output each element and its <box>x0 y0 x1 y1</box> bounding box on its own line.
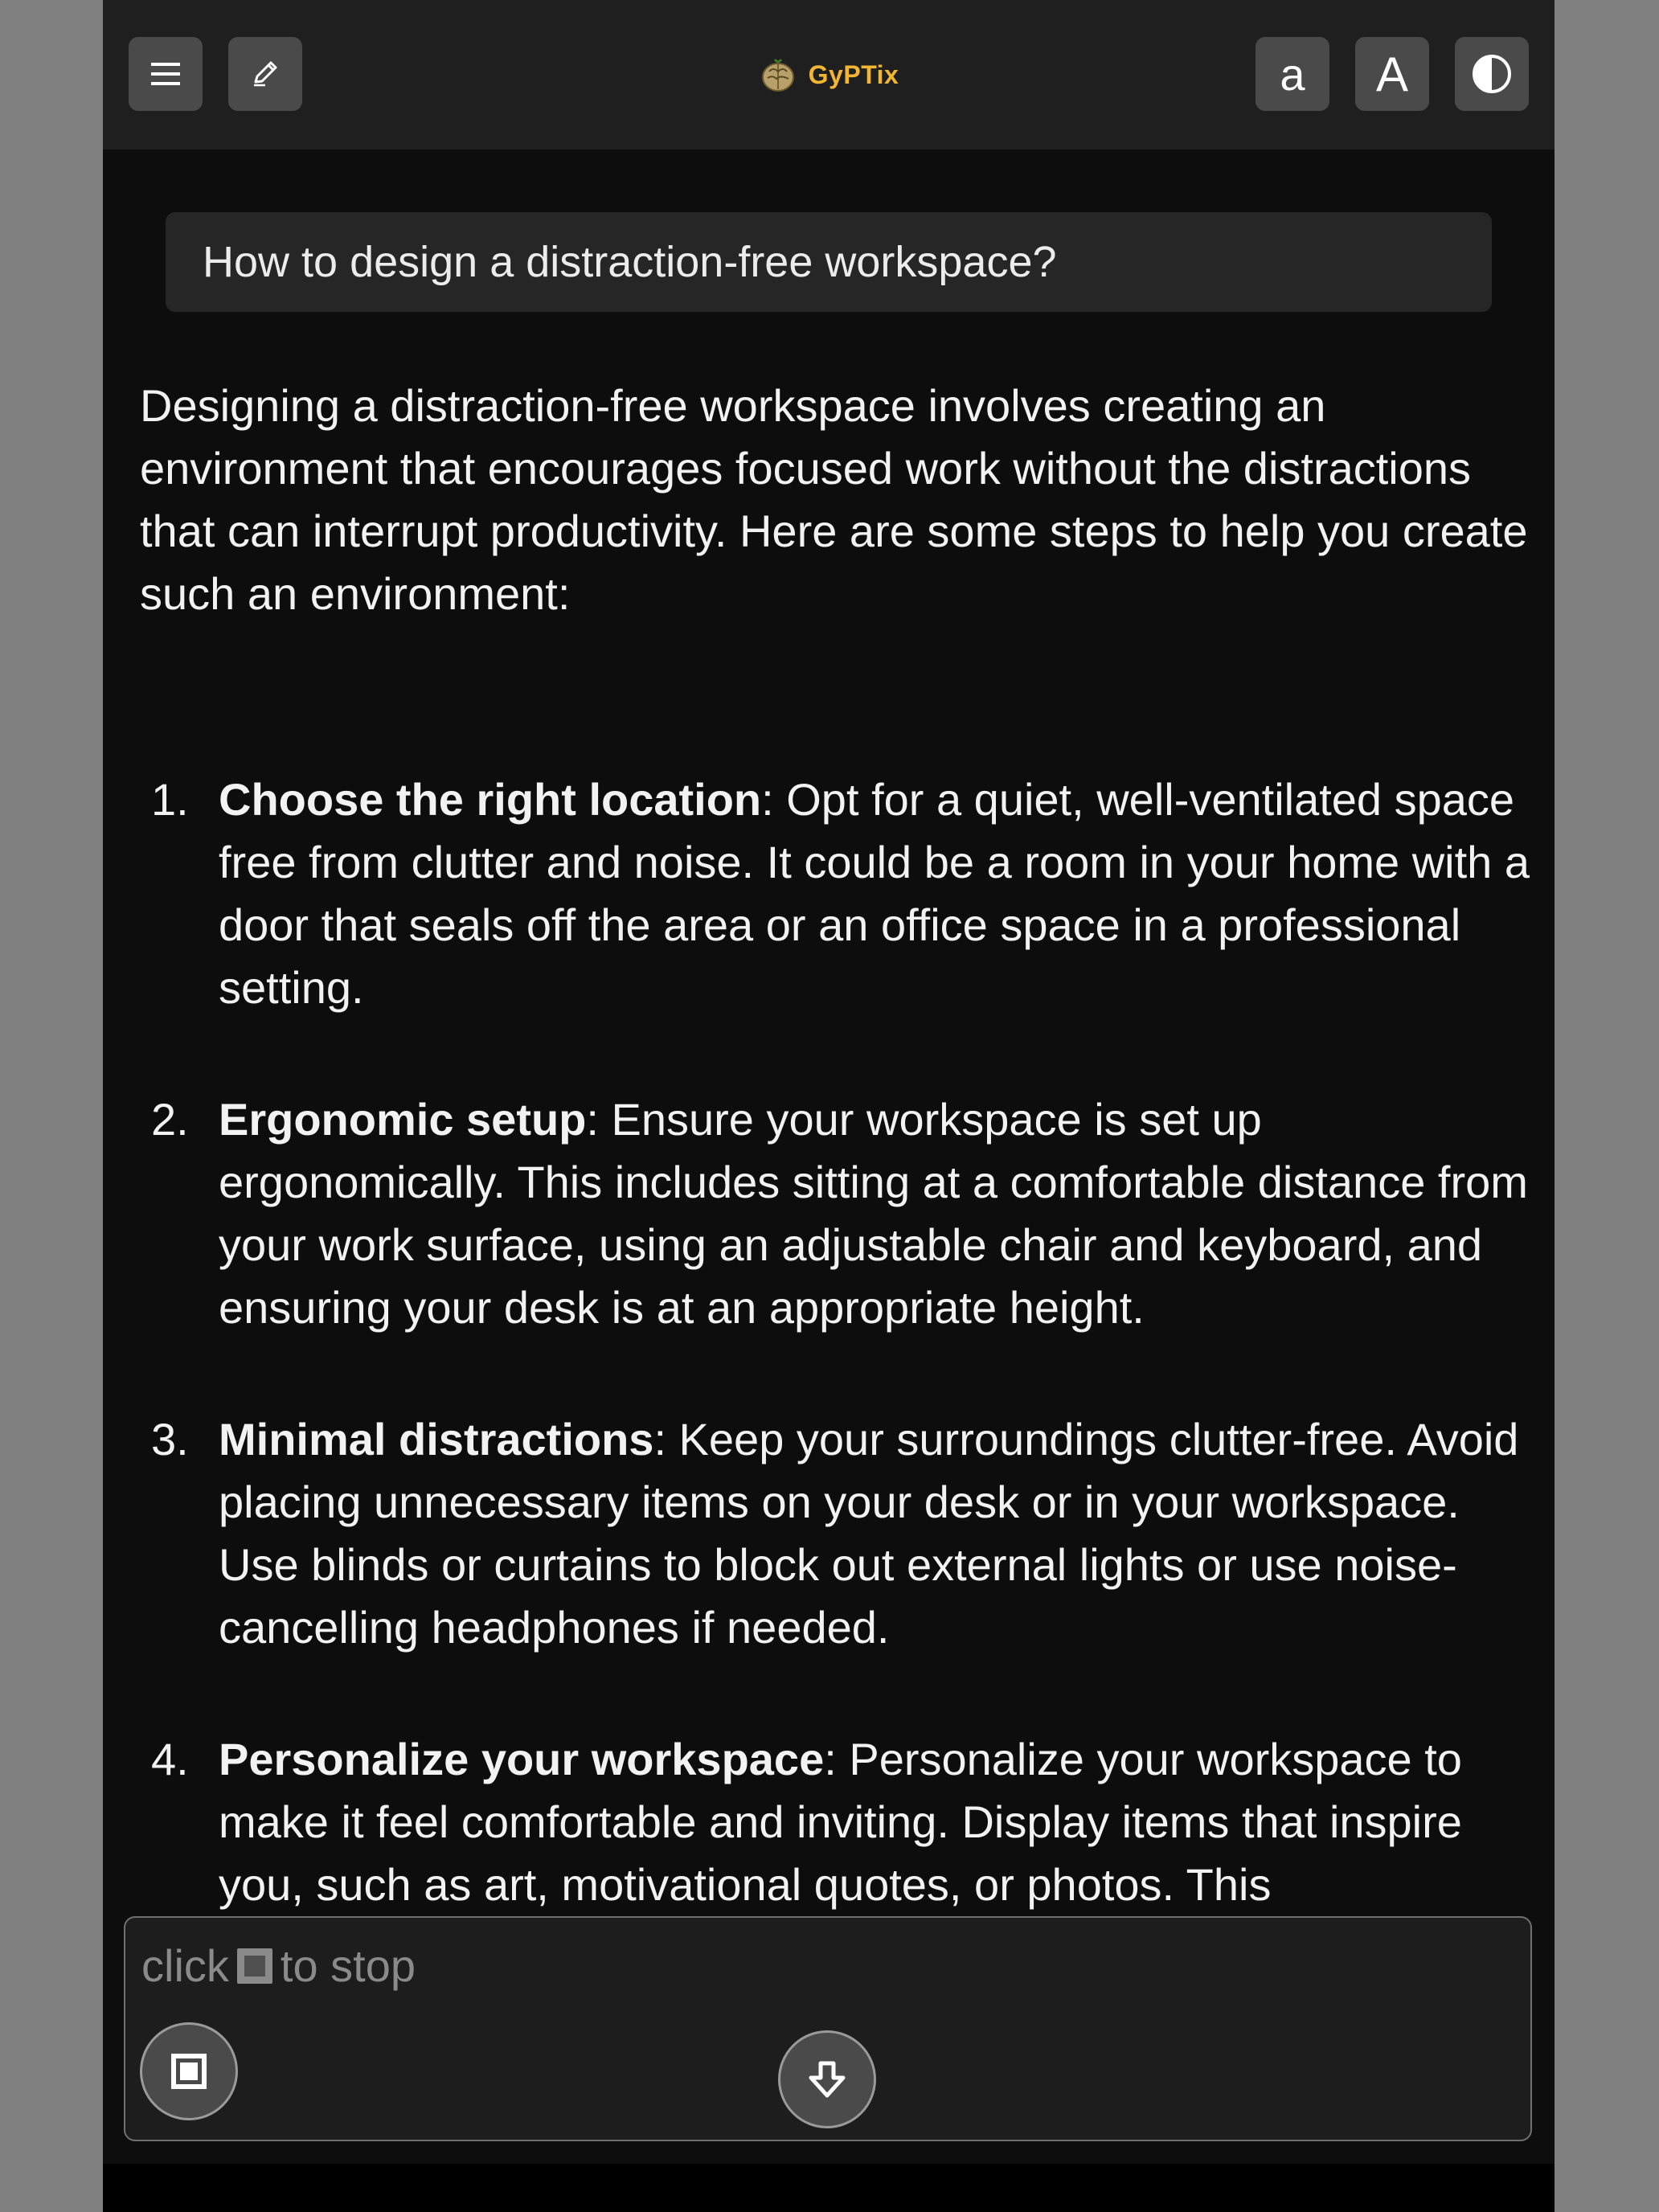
message-input[interactable] <box>141 1940 416 1992</box>
step-number: 2. <box>151 1094 189 1145</box>
brand-name: GyPTix <box>808 59 899 89</box>
step-title: Minimal distractions <box>219 1414 654 1464</box>
list-item <box>140 1728 1530 1916</box>
placeholder-text-end: to stop <box>280 1940 416 1991</box>
list-item <box>140 1088 1530 1339</box>
increase-font-label: A <box>1375 47 1409 101</box>
arrow-down-icon <box>803 2055 851 2103</box>
stop-button[interactable] <box>140 2022 238 2120</box>
app-window <box>103 0 1555 2212</box>
decrease-font-label: a <box>1280 48 1305 100</box>
step-title: Choose the right location <box>219 774 762 825</box>
step-title: Ergonomic setup <box>219 1094 587 1145</box>
user-question-bubble: How to design a distraction-free workspace? <box>166 212 1492 312</box>
steps-list <box>140 768 1530 1916</box>
step-number: 1. <box>151 774 189 825</box>
step-text: : Keep your surroundings clutter-free. Avoid placing unnecessary items on your desk or in your workspace. Use blinds or curtains to block out external lights or use noise-cancelling headphones if needed. <box>219 1414 1519 1653</box>
increase-font-button[interactable] <box>1355 37 1429 111</box>
stop-square-icon <box>171 2054 207 2089</box>
list-item <box>140 1408 1530 1659</box>
contrast-half-circle-icon <box>1471 53 1513 95</box>
message-composer[interactable] <box>124 1916 1532 2141</box>
step-title: Personalize your workspace <box>219 1734 825 1784</box>
list-item <box>140 768 1530 1019</box>
brain-logo-icon <box>759 55 797 94</box>
step-number: 3. <box>151 1414 189 1464</box>
decrease-font-button[interactable] <box>1256 37 1329 111</box>
step-text: : Opt for a quiet, well-ventilated space free from clutter and noise. It could be a room in your home with a door that seals off the area or an office space in a professional setting. <box>219 774 1530 1013</box>
step-text: : Ensure your workspace is set up ergonomically. This includes sitting at a comfortable distance from your work surface, using an adjustable chair and keyboard, and ensuring your desk is at an appropriate height. <box>219 1094 1528 1333</box>
stop-square-icon <box>237 1948 272 1984</box>
step-number: 4. <box>151 1734 189 1784</box>
scroll-down-button[interactable] <box>778 2030 876 2128</box>
assistant-answer <box>140 375 1530 1985</box>
placeholder-text-start: click <box>141 1940 229 1991</box>
theme-toggle-button[interactable] <box>1455 37 1529 111</box>
step-text: : Personalize your workspace to make it feel comfortable and inviting. Display items that inspire you, such as art, motivational quotes, or photos. This <box>219 1734 1462 1910</box>
brand <box>103 53 1555 96</box>
answer-intro: Designing a distraction-free workspace involves creating an environment that encourages focused work without the distractions that can interrupt productivity. Here are some steps to help you create such an environment: <box>140 380 1528 619</box>
top-toolbar <box>103 0 1555 150</box>
bottom-bar <box>103 2164 1555 2212</box>
